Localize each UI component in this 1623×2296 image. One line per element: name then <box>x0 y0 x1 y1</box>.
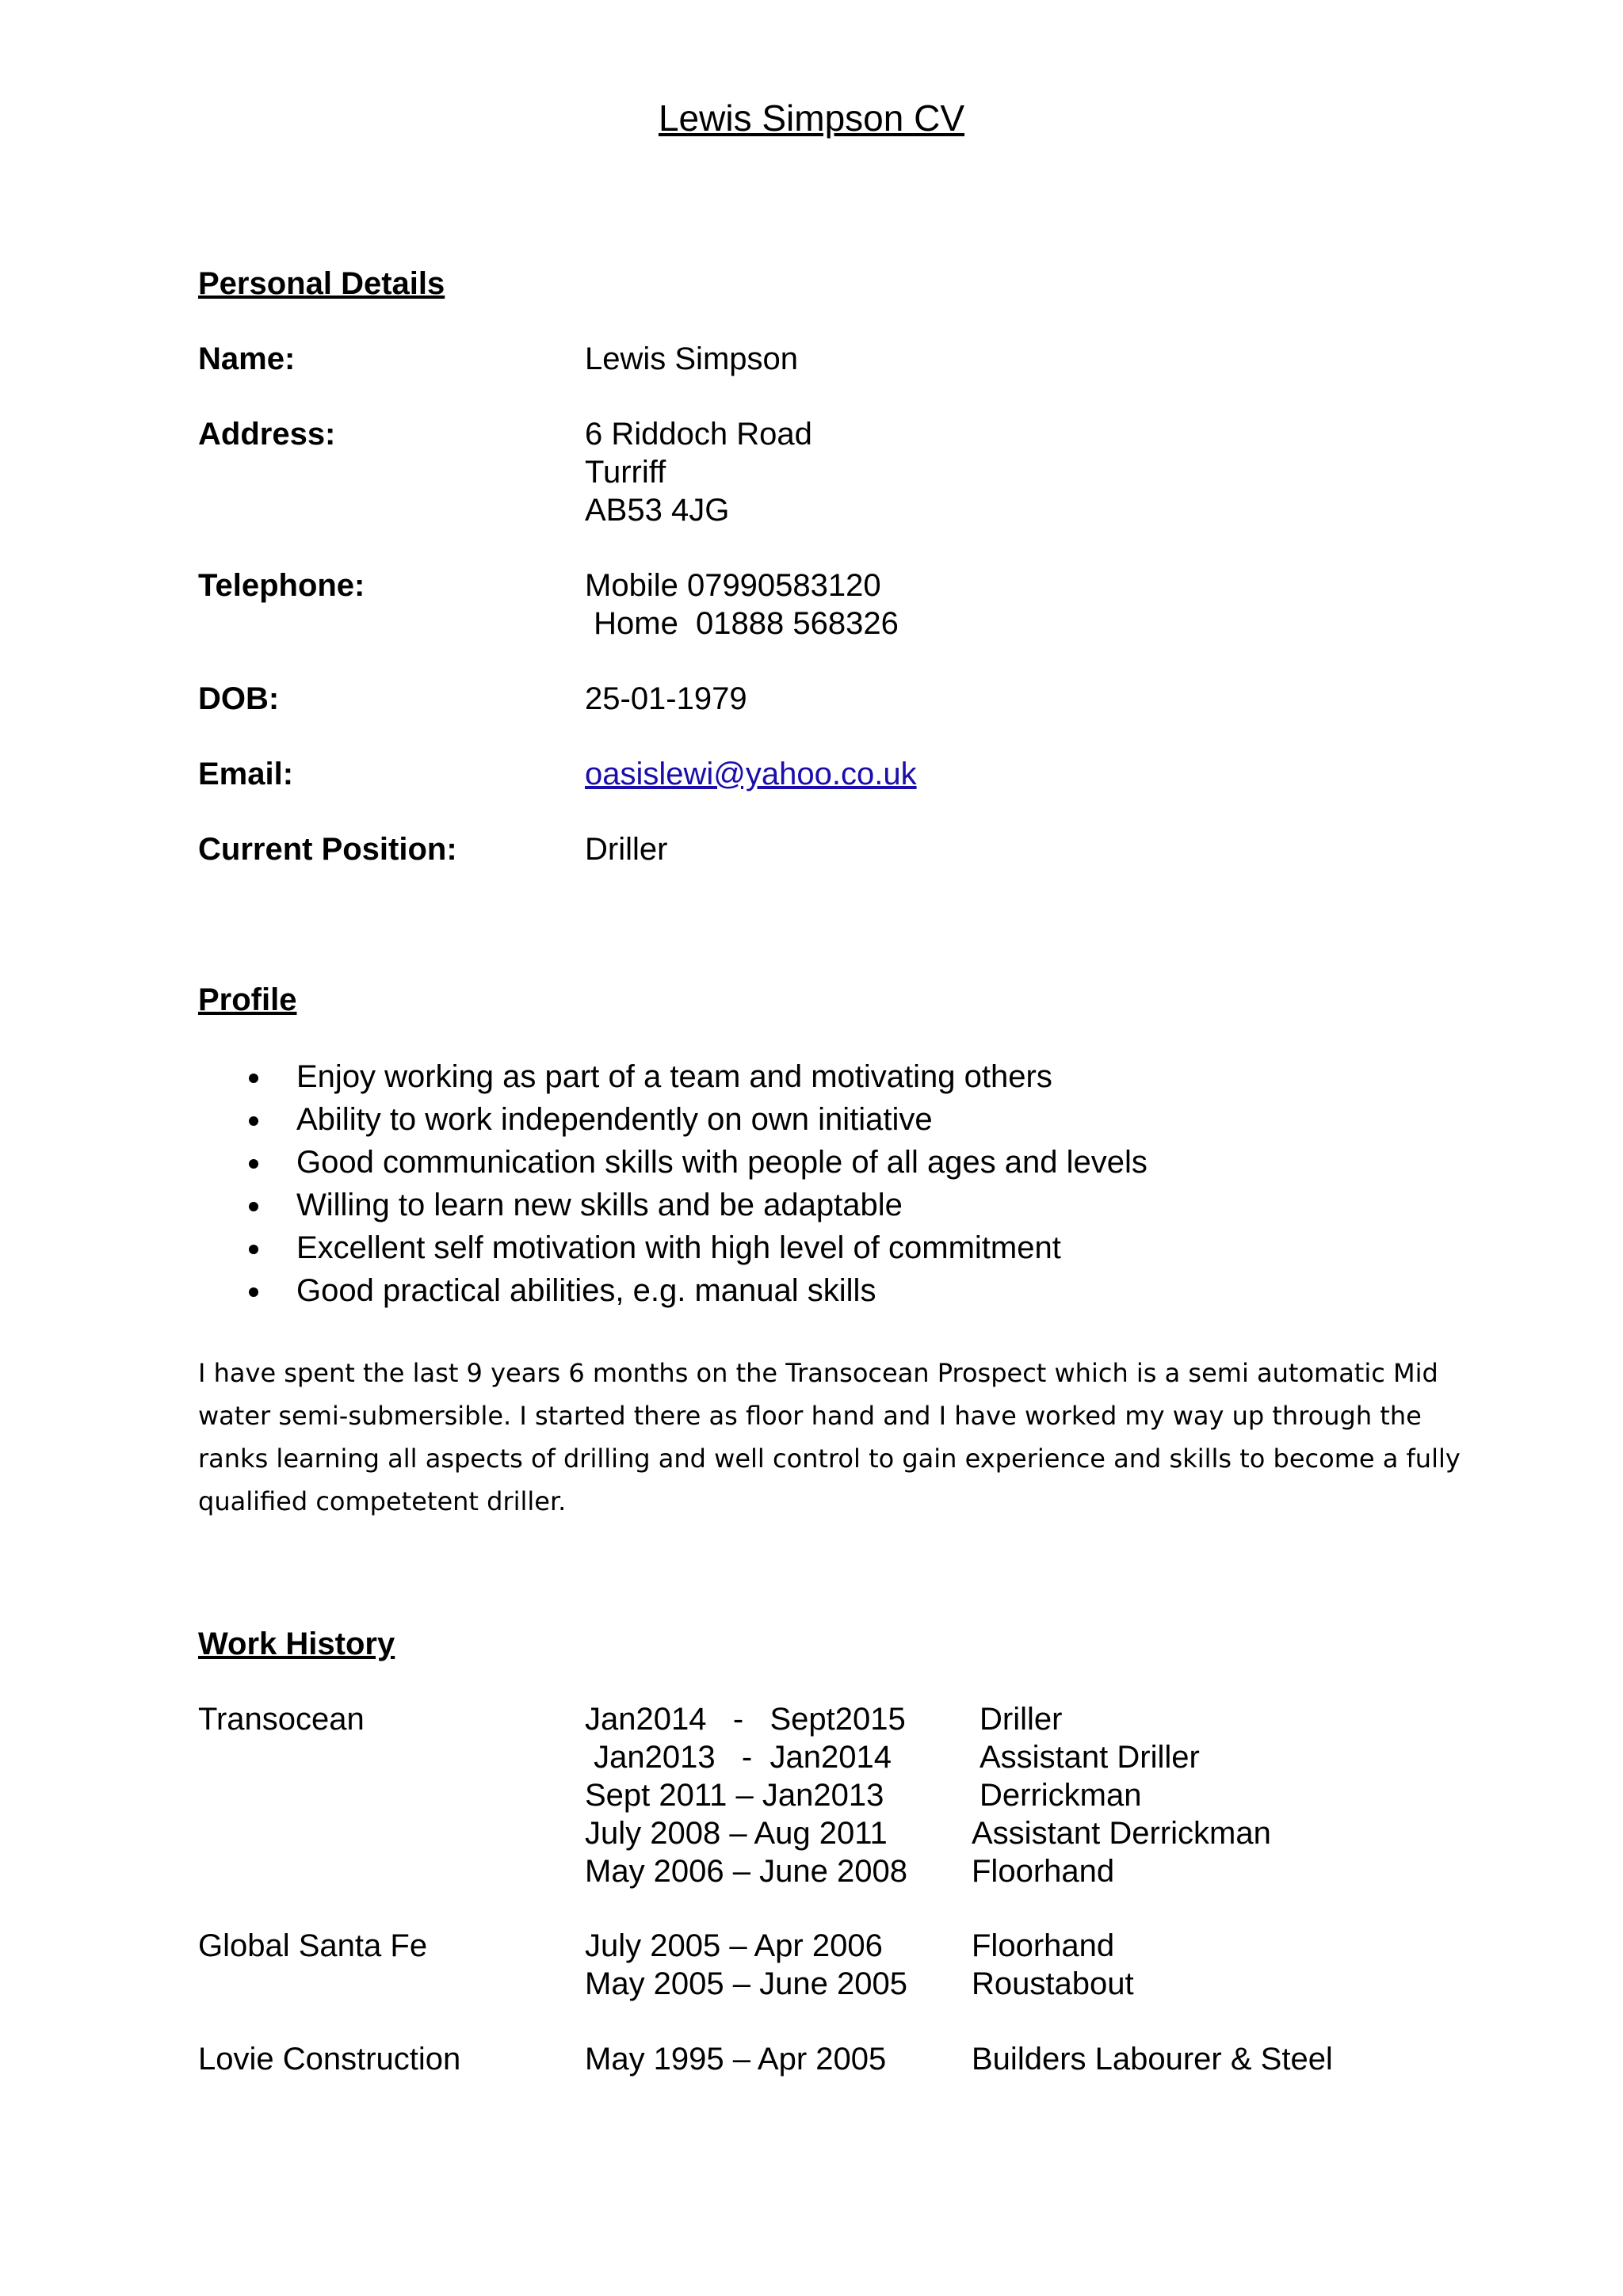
telephone-mobile: Mobile 07990583120 <box>585 568 881 603</box>
role-title: Derrickman <box>980 1778 1142 1813</box>
profile-bullet-list <box>198 1055 1148 1312</box>
role-dates: Jan2013 - Jan2014 <box>585 1740 892 1775</box>
dob-label: DOB: <box>198 681 280 716</box>
bullet-icon <box>249 1074 258 1083</box>
paragraph-line: I have spent the last 9 years 6 months on the Transocean Prospect which is a semi automatic Mid <box>198 1358 1438 1388</box>
telephone-label: Telephone: <box>198 568 365 603</box>
current-position-label: Current Position: <box>198 832 457 867</box>
address-label: Address: <box>198 417 336 452</box>
address-line-1: 6 Riddoch Road <box>585 417 812 452</box>
employer-name: Lovie Construction <box>198 2042 461 2077</box>
role-title: Driller <box>980 1702 1063 1737</box>
paragraph-line: water semi-submersible. I started there as floor hand and I have worked my way up through the <box>198 1401 1422 1431</box>
profile-bullet: Willing to learn new skills and be adaptable <box>198 1184 1148 1226</box>
employer-name: Transocean <box>198 1702 365 1737</box>
role-title: Assistant Derrickman <box>972 1816 1271 1851</box>
email-label: Email: <box>198 757 294 791</box>
role-title: Roustabout <box>972 1966 1134 2001</box>
role-dates: Jan2014 - Sept2015 <box>585 1702 906 1737</box>
role-title: Builders Labourer & Steel <box>972 2042 1333 2077</box>
bullet-icon <box>249 1202 258 1211</box>
role-title: Floorhand <box>972 1854 1115 1889</box>
role-dates: May 2005 – June 2005 <box>585 1966 907 2001</box>
profile-bullet: Excellent self motivation with high level of commitment <box>198 1226 1148 1269</box>
personal-details-heading: Personal Details <box>198 266 445 301</box>
bullet-icon <box>249 1287 258 1297</box>
role-dates: May 1995 – Apr 2005 <box>585 2042 887 2077</box>
profile-bullet: Ability to work independently on own initiative <box>198 1098 1148 1141</box>
bullet-icon <box>249 1245 258 1254</box>
paragraph-line: ranks learning all aspects of drilling and well control to gain experience and skills to become a fully <box>198 1444 1461 1474</box>
profile-bullet: Good practical abilities, e.g. manual skills <box>198 1269 1148 1312</box>
email-link[interactable]: oasislewi@yahoo.co.uk <box>585 757 917 791</box>
bullet-icon <box>249 1116 258 1126</box>
role-dates: July 2005 – Apr 2006 <box>585 1928 883 1963</box>
name-value: Lewis Simpson <box>585 341 799 376</box>
current-position-value: Driller <box>585 832 668 867</box>
role-title: Assistant Driller <box>980 1740 1200 1775</box>
role-dates: Sept 2011 – Jan2013 <box>585 1778 884 1813</box>
bullet-icon <box>249 1159 258 1169</box>
work-history-heading: Work History <box>198 1627 395 1661</box>
role-dates: July 2008 – Aug 2011 <box>585 1816 888 1851</box>
profile-bullet: Enjoy working as part of a team and motivating others <box>198 1055 1148 1098</box>
profile-paragraph <box>198 1352 1461 1523</box>
role-dates: May 2006 – June 2008 <box>585 1854 907 1889</box>
paragraph-line: qualified competetent driller. <box>198 1486 567 1516</box>
role-title: Floorhand <box>972 1928 1115 1963</box>
profile-bullet: Good communication skills with people of all ages and levels <box>198 1141 1148 1184</box>
name-label: Name: <box>198 341 296 376</box>
profile-heading: Profile <box>198 982 297 1017</box>
address-line-3: AB53 4JG <box>585 493 730 528</box>
dob-value: 25-01-1979 <box>585 681 747 716</box>
employer-name: Global Santa Fe <box>198 1928 428 1963</box>
page-title: Lewis Simpson CV <box>658 97 965 139</box>
telephone-home: Home 01888 568326 <box>585 606 899 641</box>
address-line-2: Turriff <box>585 455 666 490</box>
